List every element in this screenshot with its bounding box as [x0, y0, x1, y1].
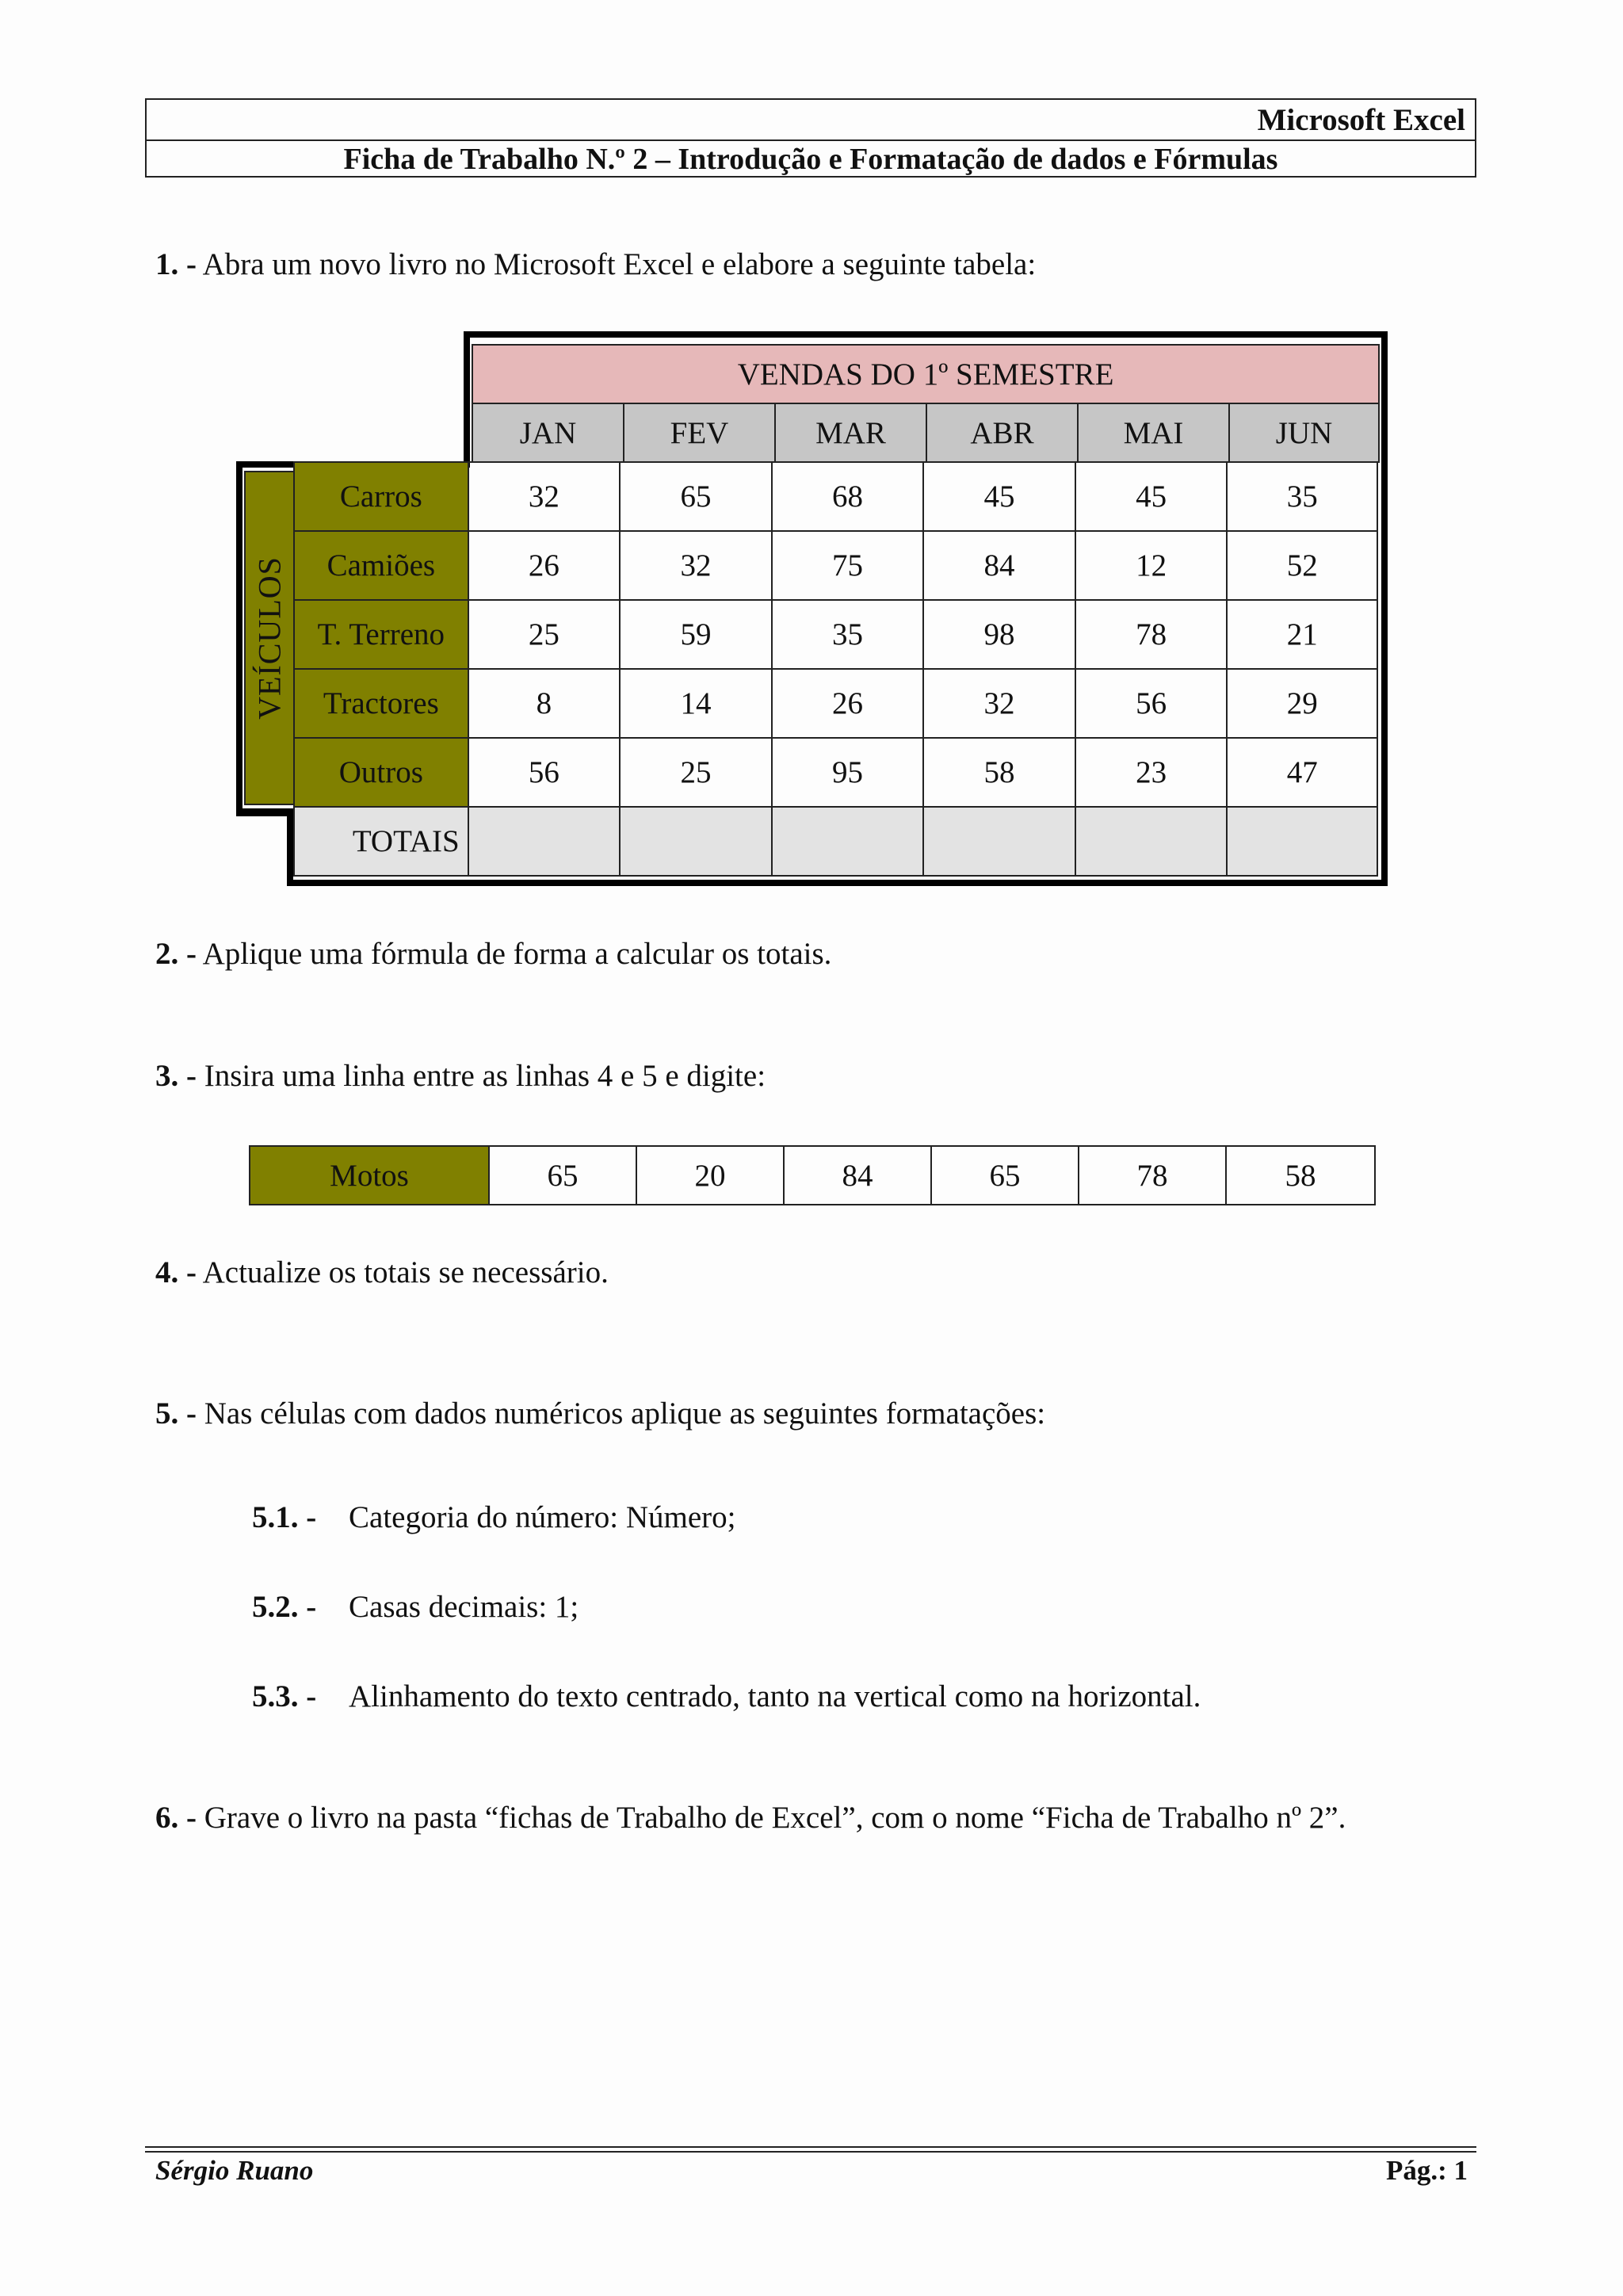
totals-cell	[468, 807, 621, 876]
table-cell: 68	[772, 462, 924, 531]
footer-rule	[145, 2146, 1476, 2148]
table-cell: 32	[620, 531, 772, 600]
month-header: ABR	[926, 403, 1078, 462]
table-cell: 58	[923, 738, 1075, 807]
month-header: JUN	[1229, 403, 1379, 462]
table-cell: 35	[1227, 462, 1377, 531]
header-app-name: Microsoft Excel	[147, 100, 1475, 141]
question-5	[155, 1395, 1045, 1433]
question-1-text: Abra um novo livro no Microsoft Excel e elabore a seguinte tabela:	[202, 247, 1037, 281]
table-cell: 65	[620, 462, 772, 531]
question-3	[155, 1057, 766, 1095]
table-cell: 95	[772, 738, 924, 807]
question-6-number: 6. -	[155, 1801, 197, 1835]
subitem-5-3	[252, 1678, 1201, 1716]
table-cell: 26	[468, 531, 621, 600]
question-6	[155, 1799, 1346, 1837]
month-header: JAN	[472, 403, 624, 462]
question-6-text: Grave o livro na pasta “fichas de Trabalho de Excel”, com o nome “Ficha de Trabalho nº 2”.	[204, 1801, 1346, 1835]
table-cell: 65	[931, 1146, 1079, 1205]
totals-row	[294, 807, 1377, 876]
question-2-text: Aplique uma fórmula de forma a calcular os totais.	[202, 937, 832, 971]
table-cell: 56	[468, 738, 621, 807]
question-4-text: Actualize os totais se necessário.	[202, 1255, 609, 1289]
table-row	[294, 531, 1377, 600]
table-cell: 58	[1226, 1146, 1375, 1205]
totals-cell	[772, 807, 924, 876]
table-cell: 45	[923, 462, 1075, 531]
subitem-text: Alinhamento do texto centrado, tanto na vertical como na horizontal.	[349, 1679, 1201, 1713]
totals-cell	[620, 807, 772, 876]
question-2	[155, 935, 831, 973]
question-4	[155, 1254, 609, 1292]
question-5-text: Nas células com dados numéricos aplique as seguintes formatações:	[204, 1396, 1046, 1431]
row-label: Outros	[294, 738, 468, 807]
subitem-number: 5.1. -	[252, 1500, 317, 1534]
table-cell: 25	[620, 738, 772, 807]
row-label: Camiões	[294, 531, 468, 600]
row-label: Carros	[294, 462, 468, 531]
row-label: Tractores	[294, 669, 468, 738]
new-row-table	[249, 1145, 1376, 1205]
table-cell: 98	[923, 600, 1075, 669]
table-cell: 52	[1227, 531, 1377, 600]
table-cell: 84	[923, 531, 1075, 600]
table-cell: 29	[1227, 669, 1377, 738]
totals-cell	[923, 807, 1075, 876]
table-cell: 32	[468, 462, 621, 531]
row-label: Motos	[250, 1146, 489, 1205]
table-cell: 59	[620, 600, 772, 669]
question-1	[155, 246, 1036, 284]
table-cell: 23	[1075, 738, 1228, 807]
question-4-number: 4. -	[155, 1255, 197, 1289]
table-row	[294, 669, 1377, 738]
table-row	[250, 1146, 1375, 1205]
footer-page-number: Pág.: 1	[1385, 2155, 1468, 2186]
row-label: T. Terreno	[294, 600, 468, 669]
footer-author: Sérgio Ruano	[155, 2155, 314, 2186]
month-header: MAI	[1078, 403, 1229, 462]
table-cell: 75	[772, 531, 924, 600]
table-cell: 47	[1227, 738, 1377, 807]
subitem-number: 5.2. -	[252, 1590, 317, 1624]
table-cell: 8	[468, 669, 621, 738]
table-cell: 32	[923, 669, 1075, 738]
table-cell: 12	[1075, 531, 1228, 600]
footer-rule	[145, 2151, 1476, 2153]
table-cell: 35	[772, 600, 924, 669]
table-cell: 20	[636, 1146, 784, 1205]
question-3-text: Insira uma linha entre as linhas 4 e 5 e digite:	[204, 1059, 766, 1093]
table-cell: 78	[1075, 600, 1228, 669]
subitem-5-2	[252, 1588, 579, 1626]
table-cell: 14	[620, 669, 772, 738]
header-title: Ficha de Trabalho N.º 2 – Introdução e Formatação de dados e Fórmulas	[343, 143, 1278, 176]
totals-label: TOTAIS	[294, 807, 468, 876]
subitem-text: Categoria do número: Número;	[349, 1500, 736, 1534]
table-cell: 26	[772, 669, 924, 738]
table-cell: 84	[784, 1146, 931, 1205]
month-header: FEV	[624, 403, 775, 462]
table-cell: 56	[1075, 669, 1228, 738]
table-row	[294, 600, 1377, 669]
table-cell: 21	[1227, 600, 1377, 669]
table-row	[294, 738, 1377, 807]
vehicles-group-label: VEÍCULOS	[251, 556, 288, 720]
sales-table-header	[472, 344, 1380, 463]
question-3-number: 3. -	[155, 1059, 197, 1093]
question-5-number: 5. -	[155, 1396, 197, 1431]
table-cell: 45	[1075, 462, 1228, 531]
vehicles-group-label-cell	[244, 471, 295, 805]
subitem-5-1	[252, 1499, 735, 1537]
table-cell: 65	[489, 1146, 636, 1205]
question-1-number: 1. -	[155, 247, 197, 281]
sales-table-body	[293, 461, 1378, 877]
month-header: MAR	[775, 403, 926, 462]
subitem-text: Casas decimais: 1;	[349, 1590, 579, 1624]
question-2-number: 2. -	[155, 937, 197, 971]
totals-cell	[1227, 807, 1377, 876]
table-cell: 78	[1079, 1146, 1226, 1205]
sales-table-title: VENDAS DO 1º SEMESTRE	[472, 345, 1379, 403]
table-cell: 25	[468, 600, 621, 669]
subitem-number: 5.3. -	[252, 1679, 317, 1713]
totals-cell	[1075, 807, 1228, 876]
header-box	[145, 98, 1476, 178]
table-row	[294, 462, 1377, 531]
